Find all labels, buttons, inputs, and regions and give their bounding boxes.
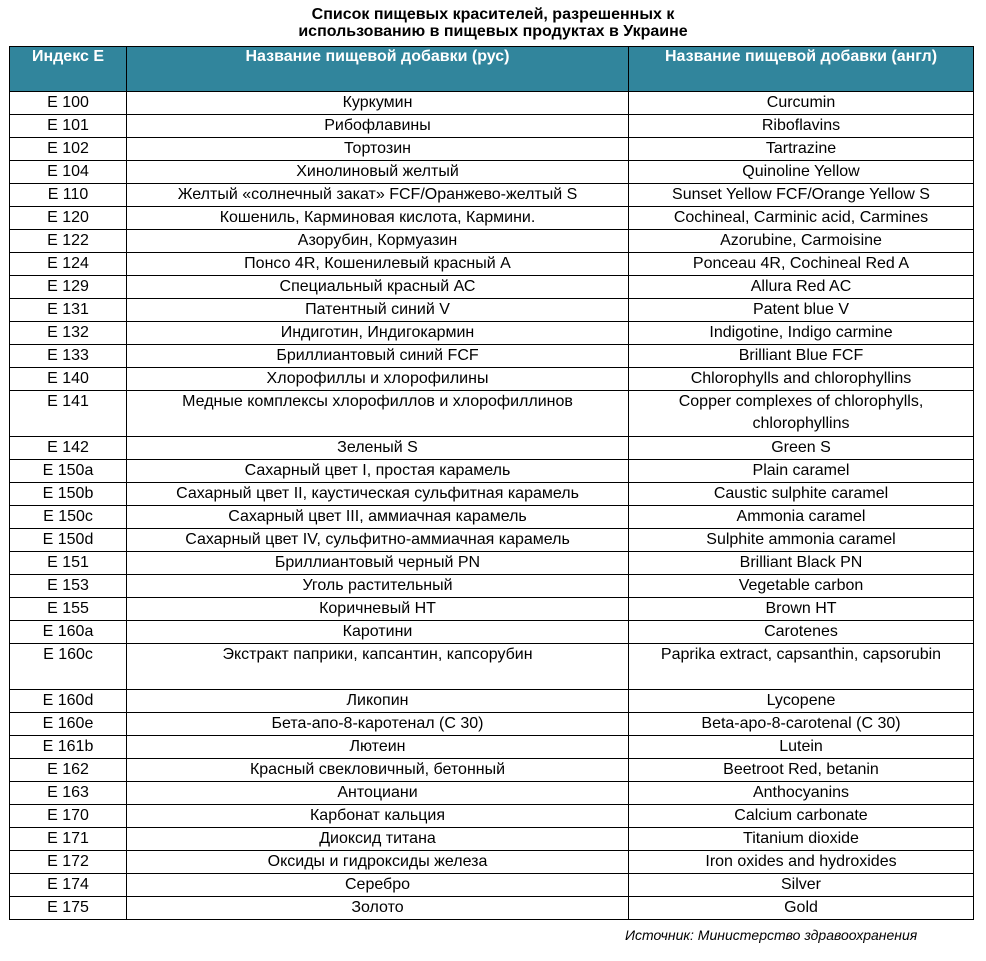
table-row bbox=[10, 828, 974, 851]
cell-name-en: Vegetable carbon bbox=[629, 575, 974, 598]
cell-name-en: Green S bbox=[629, 437, 974, 460]
cell-name-en: Beta-apo-8-carotenal (C 30) bbox=[629, 713, 974, 736]
cell-name-en: Cochineal, Carminic acid, Carmines bbox=[629, 207, 974, 230]
table-row bbox=[10, 805, 974, 828]
cell-index: Е 174 bbox=[10, 874, 127, 897]
cell-name-ru: Индиготин, Индигокармин bbox=[127, 322, 629, 345]
cell-name-ru: Карбонат кальция bbox=[127, 805, 629, 828]
cell-name-en: Riboflavins bbox=[629, 115, 974, 138]
cell-name-ru: Лютеин bbox=[127, 736, 629, 759]
table-row bbox=[10, 345, 974, 368]
cell-index: Е 160c bbox=[10, 644, 127, 690]
cell-index: Е 133 bbox=[10, 345, 127, 368]
cell-index: Е 150c bbox=[10, 506, 127, 529]
header-name-ru: Название пищевой добавки (рус) bbox=[127, 47, 629, 92]
cell-name-ru: Ликопин bbox=[127, 690, 629, 713]
table-row bbox=[10, 483, 974, 506]
cell-name-en: Ponceau 4R, Cochineal Red A bbox=[629, 253, 974, 276]
cell-name-en: Brilliant Blue FCF bbox=[629, 345, 974, 368]
cell-index: Е 151 bbox=[10, 552, 127, 575]
cell-name-ru: Понсо 4R, Кошенилевый красный А bbox=[127, 253, 629, 276]
table-row bbox=[10, 575, 974, 598]
cell-index: Е 161b bbox=[10, 736, 127, 759]
cell-name-ru: Специальный красный АС bbox=[127, 276, 629, 299]
cell-name-en: Brilliant Black PN bbox=[629, 552, 974, 575]
cell-name-en: Tartrazine bbox=[629, 138, 974, 161]
source-note: Источник: Министерство здравоохранения bbox=[625, 927, 918, 943]
cell-name-en: Titanium dioxide bbox=[629, 828, 974, 851]
cell-name-ru: Оксиды и гидроксиды железа bbox=[127, 851, 629, 874]
cell-name-en: Calcium carbonate bbox=[629, 805, 974, 828]
cell-name-ru: Кошениль, Карминовая кислота, Кармини. bbox=[127, 207, 629, 230]
table-row bbox=[10, 690, 974, 713]
cell-name-ru: Сахарный цвет II, каустическая сульфитная карамель bbox=[127, 483, 629, 506]
cell-index: Е 129 bbox=[10, 276, 127, 299]
cell-index: Е 132 bbox=[10, 322, 127, 345]
table-row bbox=[10, 782, 974, 805]
table-row bbox=[10, 759, 974, 782]
cell-name-ru: Тортозин bbox=[127, 138, 629, 161]
cell-name-en: Patent blue V bbox=[629, 299, 974, 322]
table-row bbox=[10, 621, 974, 644]
header-name-en: Название пищевой добавки (англ) bbox=[629, 47, 974, 92]
cell-name-en: Anthocyanins bbox=[629, 782, 974, 805]
cell-name-ru: Зеленый S bbox=[127, 437, 629, 460]
cell-name-en: Caustic sulphite caramel bbox=[629, 483, 974, 506]
cell-name-en: Chlorophylls and chlorophyllins bbox=[629, 368, 974, 391]
table-row bbox=[10, 437, 974, 460]
cell-index: Е 101 bbox=[10, 115, 127, 138]
table-row bbox=[10, 115, 974, 138]
table-row bbox=[10, 322, 974, 345]
table-row bbox=[10, 138, 974, 161]
cell-name-ru: Серебро bbox=[127, 874, 629, 897]
cell-name-ru: Красный свекловичный, бетонный bbox=[127, 759, 629, 782]
table-row bbox=[10, 253, 974, 276]
table-row bbox=[10, 207, 974, 230]
cell-index: Е 100 bbox=[10, 92, 127, 115]
cell-name-ru: Бриллиантовый черный PN bbox=[127, 552, 629, 575]
table-header-row bbox=[10, 47, 974, 92]
cell-name-en: Sulphite ammonia caramel bbox=[629, 529, 974, 552]
cell-name-en: Allura Red AC bbox=[629, 276, 974, 299]
table-row bbox=[10, 529, 974, 552]
title-line-1: Список пищевых красителей, разрешенных к bbox=[311, 6, 675, 23]
cell-name-en: Beetroot Red, betanin bbox=[629, 759, 974, 782]
cell-index: Е 150a bbox=[10, 460, 127, 483]
cell-name-en: Quinoline Yellow bbox=[629, 161, 974, 184]
cell-name-en: Lycopene bbox=[629, 690, 974, 713]
cell-index: Е 131 bbox=[10, 299, 127, 322]
cell-name-ru: Азорубин, Кормуазин bbox=[127, 230, 629, 253]
table-row bbox=[10, 897, 974, 920]
cell-index: Е 153 bbox=[10, 575, 127, 598]
table-row bbox=[10, 552, 974, 575]
cell-name-en: Plain caramel bbox=[629, 460, 974, 483]
cell-name-en: Iron oxides and hydroxides bbox=[629, 851, 974, 874]
table-body bbox=[10, 92, 974, 920]
cell-name-ru: Диоксид титана bbox=[127, 828, 629, 851]
table-row bbox=[10, 736, 974, 759]
cell-index: Е 163 bbox=[10, 782, 127, 805]
cell-name-ru: Бриллиантовый синий FCF bbox=[127, 345, 629, 368]
table-row bbox=[10, 460, 974, 483]
cell-name-en: Paprika extract, capsanthin, capsorubin bbox=[629, 644, 974, 690]
header-index: Индекс Е bbox=[10, 47, 127, 92]
cell-name-en: Indigotine, Indigo carmine bbox=[629, 322, 974, 345]
cell-name-ru: Патентный синий V bbox=[127, 299, 629, 322]
cell-index: Е 120 bbox=[10, 207, 127, 230]
cell-name-ru: Бета-апо-8-каротенал (С 30) bbox=[127, 713, 629, 736]
table-row bbox=[10, 713, 974, 736]
cell-index: Е 104 bbox=[10, 161, 127, 184]
food-colorants-table bbox=[9, 46, 974, 920]
cell-name-ru: Хлорофиллы и хлорофилины bbox=[127, 368, 629, 391]
cell-name-en: Gold bbox=[629, 897, 974, 920]
cell-name-en: Brown HT bbox=[629, 598, 974, 621]
cell-name-ru: Уголь растительный bbox=[127, 575, 629, 598]
cell-index: Е 124 bbox=[10, 253, 127, 276]
cell-name-en: Azorubine, Carmoisine bbox=[629, 230, 974, 253]
cell-name-en: Curcumin bbox=[629, 92, 974, 115]
cell-name-ru: Желтый «солнечный закат» FCF/Оранжево-желтый S bbox=[127, 184, 629, 207]
cell-index: Е 162 bbox=[10, 759, 127, 782]
table-row bbox=[10, 368, 974, 391]
table-row bbox=[10, 276, 974, 299]
document-title bbox=[0, 6, 986, 40]
table-row bbox=[10, 92, 974, 115]
table-row bbox=[10, 874, 974, 897]
cell-name-en: Ammonia caramel bbox=[629, 506, 974, 529]
cell-name-en: Silver bbox=[629, 874, 974, 897]
cell-name-ru: Антоциани bbox=[127, 782, 629, 805]
cell-index: Е 171 bbox=[10, 828, 127, 851]
table-row bbox=[10, 299, 974, 322]
table-row bbox=[10, 391, 974, 437]
cell-index: Е 102 bbox=[10, 138, 127, 161]
cell-index: Е 160a bbox=[10, 621, 127, 644]
table-row bbox=[10, 506, 974, 529]
cell-name-ru: Рибофлавины bbox=[127, 115, 629, 138]
cell-name-ru: Куркумин bbox=[127, 92, 629, 115]
cell-index: Е 110 bbox=[10, 184, 127, 207]
table-row bbox=[10, 184, 974, 207]
cell-name-ru: Сахарный цвет III, аммиачная карамель bbox=[127, 506, 629, 529]
cell-index: Е 160e bbox=[10, 713, 127, 736]
cell-index: Е 155 bbox=[10, 598, 127, 621]
cell-index: Е 172 bbox=[10, 851, 127, 874]
table-row bbox=[10, 851, 974, 874]
cell-name-ru: Каротини bbox=[127, 621, 629, 644]
cell-name-en: Copper complexes of chlorophylls, chlorophyllins bbox=[629, 391, 974, 437]
cell-index: Е 150b bbox=[10, 483, 127, 506]
cell-index: Е 160d bbox=[10, 690, 127, 713]
cell-name-ru: Медные комплексы хлорофиллов и хлорофиллинов bbox=[127, 391, 629, 437]
cell-index: Е 142 bbox=[10, 437, 127, 460]
cell-name-en: Carotenes bbox=[629, 621, 974, 644]
cell-index: Е 170 bbox=[10, 805, 127, 828]
table-row bbox=[10, 598, 974, 621]
cell-index: Е 141 bbox=[10, 391, 127, 437]
title-line-2: использованию в пищевых продуктах в Украине bbox=[298, 23, 688, 40]
table-row bbox=[10, 161, 974, 184]
cell-name-ru: Экстракт паприки, капсантин, капсорубин bbox=[127, 644, 629, 690]
cell-index: Е 122 bbox=[10, 230, 127, 253]
cell-name-en: Sunset Yellow FCF/Orange Yellow S bbox=[629, 184, 974, 207]
cell-index: Е 175 bbox=[10, 897, 127, 920]
cell-name-ru: Золото bbox=[127, 897, 629, 920]
cell-name-en: Lutein bbox=[629, 736, 974, 759]
table-row bbox=[10, 230, 974, 253]
cell-name-ru: Коричневый НТ bbox=[127, 598, 629, 621]
cell-index: Е 150d bbox=[10, 529, 127, 552]
cell-name-ru: Сахарный цвет I, простая карамель bbox=[127, 460, 629, 483]
table-row bbox=[10, 644, 974, 690]
cell-name-ru: Сахарный цвет IV, сульфитно-аммиачная карамель bbox=[127, 529, 629, 552]
cell-index: Е 140 bbox=[10, 368, 127, 391]
cell-name-ru: Хинолиновый желтый bbox=[127, 161, 629, 184]
